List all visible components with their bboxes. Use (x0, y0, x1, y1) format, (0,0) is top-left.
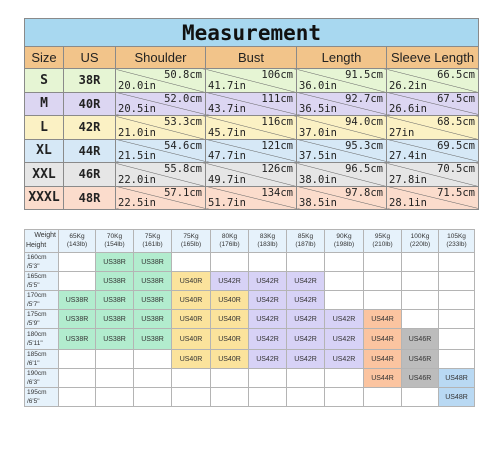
measurement-cell (387, 163, 479, 187)
inch-value: 27.4in (389, 150, 427, 162)
inch-value: 36.5in (299, 103, 337, 115)
header-length: Length (297, 47, 387, 69)
cm-value: 95.3cm (345, 139, 383, 152)
empty-cell (211, 253, 249, 272)
empty-cell (172, 369, 211, 388)
cm-value: 54.6cm (164, 139, 202, 152)
weight-kg: 80Kg (221, 233, 238, 240)
empty-cell (59, 350, 96, 369)
empty-cell (287, 369, 325, 388)
us-size-cell: 42R (64, 116, 116, 140)
measurement-cell (116, 186, 206, 210)
inch-value: 43.7in (208, 103, 246, 115)
height-header-cell (25, 388, 59, 407)
cm-value: 67.5cm (437, 92, 476, 105)
size-recommendation-cell: US44R (364, 329, 402, 350)
measurement-cell (116, 92, 206, 116)
empty-cell (134, 388, 172, 407)
header-shoulder: Shoulder (116, 47, 206, 69)
inch-value: 51.7in (208, 197, 246, 209)
height-row (25, 350, 475, 369)
inch-value: 27.8in (389, 173, 427, 186)
inch-value: 47.7in (208, 150, 246, 162)
inch-value: 21.5in (118, 150, 156, 162)
weight-lb: (176lb) (219, 241, 240, 248)
size-recommendation-cell: US42R (287, 291, 325, 310)
empty-cell (211, 369, 249, 388)
weight-kg: 100Kg (410, 233, 430, 240)
empty-cell (59, 253, 96, 272)
us-size-cell: 40R (64, 92, 116, 116)
empty-cell (439, 253, 475, 272)
height-header-cell (25, 310, 59, 329)
size-recommendation-cell: US42R (249, 329, 287, 350)
empty-cell (59, 272, 96, 291)
size-recommendation-cell: US42R (249, 350, 287, 369)
height-ft: /6'1" (27, 360, 40, 367)
weight-lb: (183lb) (257, 241, 278, 248)
measurement-row (25, 163, 479, 187)
size-recommendation-cell: US42R (249, 310, 287, 329)
empty-cell (96, 350, 134, 369)
measurement-cell (206, 69, 297, 93)
size-recommendation-cell: US44R (364, 369, 402, 388)
size-recommendation-cell: US42R (287, 329, 325, 350)
measurement-title: Measurement (25, 19, 479, 47)
empty-cell (211, 388, 249, 407)
size-recommendation-cell: US46R (402, 329, 439, 350)
us-size-cell: 46R (64, 163, 116, 187)
weight-header-cell (249, 230, 287, 253)
cm-value: 71.5cm (437, 186, 476, 199)
inch-value: 38.0in (299, 173, 337, 186)
size-recommendation-cell: US46R (402, 369, 439, 388)
size-cell: XL (25, 139, 64, 163)
empty-cell (402, 291, 439, 310)
size-cell: L (25, 116, 64, 140)
height-cm: 185cm (27, 351, 47, 358)
empty-cell (172, 388, 211, 407)
cm-value: 116cm (261, 116, 293, 128)
measurement-cell (387, 139, 479, 163)
height-cm: 175cm (27, 311, 47, 318)
height-row (25, 253, 475, 272)
cm-value: 96.5cm (345, 163, 383, 175)
empty-cell (59, 388, 96, 407)
empty-cell (287, 253, 325, 272)
inch-value: 20.0in (118, 79, 156, 92)
inch-value: 26.6in (389, 103, 427, 115)
cm-value: 94.0cm (345, 116, 383, 128)
empty-cell (402, 272, 439, 291)
empty-cell (325, 291, 364, 310)
size-recommendation-cell: US40R (211, 329, 249, 350)
weight-kg: 65Kg (69, 233, 85, 240)
cm-value: 50.8cm (164, 69, 202, 81)
weight-lb: (233lb) (446, 241, 467, 248)
cm-value: 70.5cm (437, 163, 476, 175)
size-recommendation-cell: US40R (211, 291, 249, 310)
header-us: US (64, 47, 116, 69)
height-cm: 170cm (27, 292, 47, 299)
inch-value: 28.1in (389, 197, 427, 209)
weight-header-cell (172, 230, 211, 253)
empty-cell (325, 369, 364, 388)
inch-value: 20.5in (118, 103, 156, 115)
weight-lb: (154lb) (104, 241, 125, 248)
measurement-cell (116, 69, 206, 93)
cm-value: 52.0cm (164, 92, 202, 105)
measurement-row (25, 69, 479, 93)
size-recommendation-cell: US38R (134, 272, 172, 291)
size-recommendation-cell: US42R (287, 272, 325, 291)
empty-cell (325, 253, 364, 272)
size-recommendation-cell: US42R (325, 310, 364, 329)
size-recommendation-cell: US42R (249, 272, 287, 291)
empty-cell (364, 253, 402, 272)
weight-kg: 75Kg (183, 233, 199, 240)
measurement-cell (297, 69, 387, 93)
inch-value: 21.0in (118, 126, 156, 139)
measurement-cell (206, 92, 297, 116)
cm-value: 134cm (261, 186, 293, 199)
empty-cell (439, 350, 475, 369)
size-recommendation-cell: US38R (134, 291, 172, 310)
height-ft: /5'3" (27, 263, 40, 270)
weight-header-cell (325, 230, 364, 253)
size-recommendation-cell: US38R (59, 310, 96, 329)
height-header-cell (25, 350, 59, 369)
weight-header-cell (402, 230, 439, 253)
measurement-cell (297, 186, 387, 210)
measurement-cell (297, 92, 387, 116)
size-recommendation-cell: US42R (287, 310, 325, 329)
empty-cell (96, 369, 134, 388)
height-row (25, 272, 475, 291)
height-cm: 165cm (27, 273, 47, 280)
weight-kg: 85Kg (297, 233, 314, 240)
measurement-cell (116, 116, 206, 140)
height-row (25, 310, 475, 329)
empty-cell (439, 310, 475, 329)
empty-cell (249, 253, 287, 272)
cm-value: 57.1cm (164, 186, 202, 199)
measurement-cell (116, 139, 206, 163)
size-recommendation-cell: US38R (96, 253, 134, 272)
cm-value: 66.5cm (437, 69, 476, 81)
measurement-cell (206, 186, 297, 210)
size-recommendation-cell: US38R (59, 329, 96, 350)
empty-cell (364, 272, 402, 291)
size-recommendation-cell: US46R (402, 350, 439, 369)
weight-lb: (198lb) (333, 241, 355, 248)
us-size-cell: 44R (64, 139, 116, 163)
cm-value: 69.5cm (437, 139, 476, 152)
empty-cell (402, 388, 439, 407)
height-ft: /5'7" (27, 301, 40, 308)
weight-lb: (161lb) (142, 241, 163, 248)
measurement-row (25, 186, 479, 210)
measurement-cell (297, 116, 387, 140)
size-recommendation-cell: US38R (134, 253, 172, 272)
height-row (25, 291, 475, 310)
cm-value: 106cm (261, 69, 293, 81)
empty-cell (96, 388, 134, 407)
height-ft: /6'5" (27, 398, 40, 405)
height-cm: 160cm (27, 254, 47, 261)
empty-cell (249, 369, 287, 388)
size-recommendation-cell: US42R (325, 350, 364, 369)
height-header-cell (25, 253, 59, 272)
size-fit-chart (24, 229, 475, 407)
weight-kg: 90Kg (336, 233, 352, 240)
size-recommendation-cell: US38R (96, 329, 134, 350)
inch-value: 41.7in (208, 79, 246, 92)
height-row (25, 329, 475, 350)
size-recommendation-cell: US42R (249, 291, 287, 310)
weight-lb: (187lb) (295, 241, 316, 248)
size-recommendation-cell: US40R (172, 291, 211, 310)
size-recommendation-cell: US44R (364, 350, 402, 369)
size-recommendation-cell: US38R (96, 310, 134, 329)
us-size-cell: 38R (64, 69, 116, 93)
empty-cell (59, 369, 96, 388)
empty-cell (134, 369, 172, 388)
empty-cell (364, 291, 402, 310)
size-cell: XXXL (25, 186, 64, 210)
weight-kg: 83Kg (259, 233, 276, 240)
empty-cell (439, 291, 475, 310)
height-ft: /5'9" (27, 320, 40, 327)
weight-kg: 75Kg (144, 233, 161, 240)
size-cell: XXL (25, 163, 64, 187)
measurement-cell (206, 139, 297, 163)
weight-header-cell (364, 230, 402, 253)
corner-weight-label: Weight (34, 232, 56, 239)
cm-value: 53.3cm (164, 116, 202, 128)
size-recommendation-cell: US40R (211, 310, 249, 329)
weight-header-cell (96, 230, 134, 253)
measurement-cell (387, 69, 479, 93)
height-row (25, 388, 475, 407)
height-ft: /5'11" (27, 340, 43, 347)
inch-value: 45.7in (208, 126, 246, 139)
size-recommendation-cell: US38R (96, 291, 134, 310)
cm-value: 55.8cm (164, 163, 202, 175)
height-header-cell (25, 291, 59, 310)
size-recommendation-cell: US44R (364, 310, 402, 329)
weight-lb: (165lb) (180, 241, 202, 248)
height-row (25, 369, 475, 388)
header-sleeve-length: Sleeve Length (387, 47, 479, 69)
inch-value: 36.0in (299, 79, 337, 92)
corner-height-label: Height (26, 242, 47, 249)
weight-height-corner (25, 230, 59, 253)
empty-cell (402, 253, 439, 272)
empty-cell (402, 310, 439, 329)
cm-value: 126cm (261, 163, 293, 175)
weight-header-cell (134, 230, 172, 253)
measurement-cell (116, 163, 206, 187)
measurement-cell (387, 92, 479, 116)
measurement-cell (387, 116, 479, 140)
height-header-cell (25, 329, 59, 350)
empty-cell (439, 329, 475, 350)
height-cm: 180cm (27, 331, 47, 338)
size-recommendation-cell: US42R (211, 272, 249, 291)
size-recommendation-cell: US38R (134, 310, 172, 329)
measurement-header-row (25, 47, 479, 69)
empty-cell (325, 388, 364, 407)
measurement-row (25, 116, 479, 140)
cm-value: 111cm (261, 92, 293, 105)
weight-header-cell (287, 230, 325, 253)
height-ft: /6'3" (27, 379, 40, 386)
measurement-cell (206, 163, 297, 187)
weight-lb: (143lb) (66, 241, 88, 248)
size-recommendation-cell: US38R (59, 291, 96, 310)
height-cm: 190cm (27, 370, 47, 377)
weight-header-row (25, 230, 475, 253)
size-recommendation-cell: US48R (439, 369, 475, 388)
empty-cell (439, 272, 475, 291)
cm-value: 97.8cm (345, 186, 383, 199)
measurement-row (25, 92, 479, 116)
inch-value: 37.0in (299, 126, 337, 139)
height-ft: /5'5" (27, 282, 40, 289)
empty-cell (172, 253, 211, 272)
empty-cell (287, 388, 325, 407)
measurement-cell (206, 116, 297, 140)
empty-cell (325, 272, 364, 291)
size-cell: M (25, 92, 64, 116)
cm-value: 91.5cm (345, 69, 383, 81)
size-recommendation-cell: US40R (172, 310, 211, 329)
inch-value: 22.5in (118, 197, 156, 209)
measurement-table (24, 18, 479, 210)
cm-value: 92.7cm (345, 92, 383, 105)
weight-kg: 95Kg (374, 233, 391, 240)
weight-kg: 70Kg (106, 233, 123, 240)
measurement-cell (387, 186, 479, 210)
weight-kg: 105Kg (447, 233, 466, 240)
header-size: Size (25, 47, 64, 69)
weight-header-cell (439, 230, 475, 253)
inch-value: 26.2in (389, 79, 427, 92)
size-recommendation-cell: US38R (96, 272, 134, 291)
empty-cell (249, 388, 287, 407)
us-size-cell: 48R (64, 186, 116, 210)
measurement-cell (297, 163, 387, 187)
size-recommendation-cell: US40R (172, 329, 211, 350)
empty-cell (364, 388, 402, 407)
weight-lb: (220lb) (409, 241, 431, 248)
inch-value: 27in (389, 126, 415, 139)
inch-value: 38.5in (299, 197, 337, 209)
weight-lb: (210lb) (372, 241, 393, 248)
cm-value: 121cm (261, 139, 293, 152)
cm-value: 68.5cm (437, 116, 476, 128)
inch-value: 22.0in (118, 173, 156, 186)
size-cell: S (25, 69, 64, 93)
weight-header-cell (59, 230, 96, 253)
size-recommendation-cell: US40R (211, 350, 249, 369)
measurement-row (25, 139, 479, 163)
inch-value: 49.7in (208, 173, 246, 186)
size-recommendation-cell: US48R (439, 388, 475, 407)
inch-value: 37.5in (299, 150, 337, 162)
height-cm: 195cm (27, 389, 47, 396)
size-recommendation-cell: US40R (172, 272, 211, 291)
measurement-cell (297, 139, 387, 163)
weight-header-cell (211, 230, 249, 253)
size-recommendation-cell: US42R (287, 350, 325, 369)
height-header-cell (25, 272, 59, 291)
size-recommendation-cell: US38R (134, 329, 172, 350)
size-recommendation-cell: US40R (172, 350, 211, 369)
size-recommendation-cell: US42R (325, 329, 364, 350)
header-bust: Bust (206, 47, 297, 69)
empty-cell (134, 350, 172, 369)
height-header-cell (25, 369, 59, 388)
